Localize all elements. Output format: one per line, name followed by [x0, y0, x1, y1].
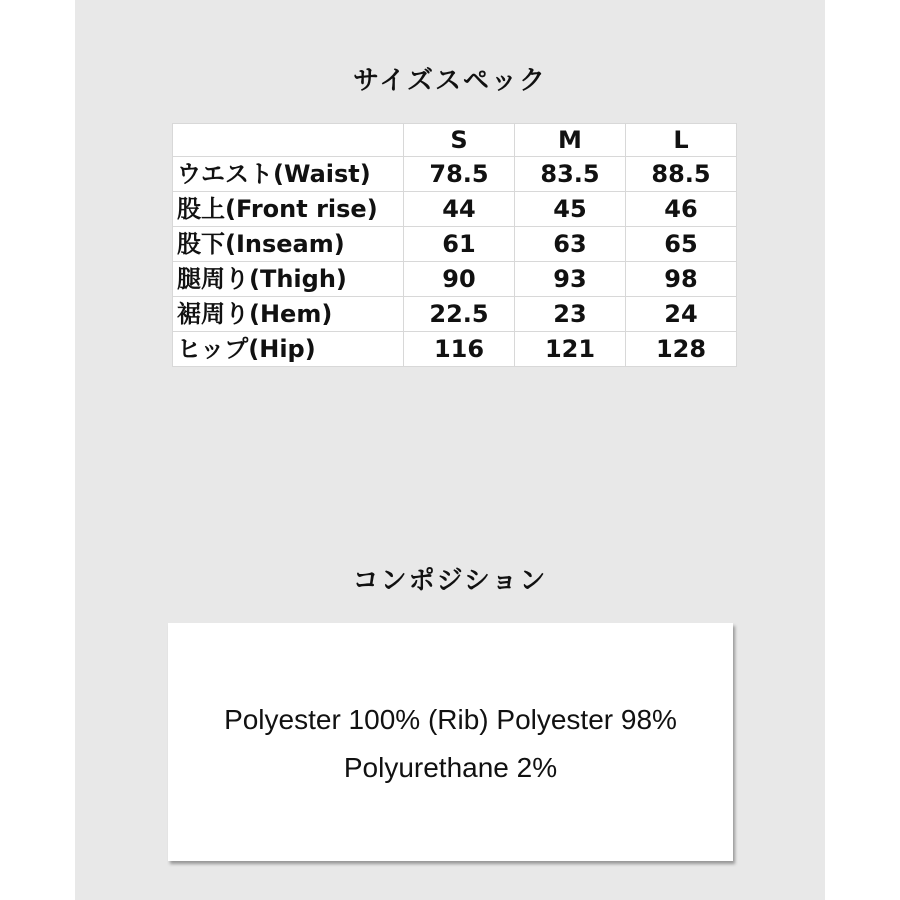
size-spec-table [172, 123, 737, 367]
cell-value: 46 [626, 192, 737, 227]
table-row [173, 192, 737, 227]
cell-value: 88.5 [626, 157, 737, 192]
cell-value: 63 [515, 227, 626, 262]
cell-value: 22.5 [404, 297, 515, 332]
cell-value: 23 [515, 297, 626, 332]
cell-value: 128 [626, 332, 737, 367]
table-row [173, 157, 737, 192]
composition-text: Polyester 100% (Rib) Polyester 98% Polyurethane 2% [224, 704, 677, 783]
row-label: 腿周り(Thigh) [173, 262, 404, 297]
cell-value: 90 [404, 262, 515, 297]
row-label: 股上(Front rise) [173, 192, 404, 227]
table-row [173, 332, 737, 367]
row-label: ヒップ(Hip) [173, 332, 404, 367]
cell-value: 83.5 [515, 157, 626, 192]
cell-value: 93 [515, 262, 626, 297]
cell-value: 78.5 [404, 157, 515, 192]
row-label: ウエスト(Waist) [173, 157, 404, 192]
composition-title: コンポジション [352, 566, 548, 596]
table-row [173, 297, 737, 332]
size-spec-title: サイズスペック [353, 66, 547, 96]
row-label: 裾周り(Hem) [173, 297, 404, 332]
table-row [173, 227, 737, 262]
cell-value: 121 [515, 332, 626, 367]
cell-value: 65 [626, 227, 737, 262]
composition-box [168, 623, 733, 861]
row-label: 股下(Inseam) [173, 227, 404, 262]
header-cell-empty [173, 124, 404, 157]
cell-value: 61 [404, 227, 515, 262]
cell-value: 98 [626, 262, 737, 297]
cell-value: 44 [404, 192, 515, 227]
header-cell-m: M [515, 124, 626, 157]
header-cell-s: S [404, 124, 515, 157]
cell-value: 45 [515, 192, 626, 227]
table-row [173, 262, 737, 297]
table-header-row [173, 124, 737, 157]
cell-value: 116 [404, 332, 515, 367]
cell-value: 24 [626, 297, 737, 332]
header-cell-l: L [626, 124, 737, 157]
